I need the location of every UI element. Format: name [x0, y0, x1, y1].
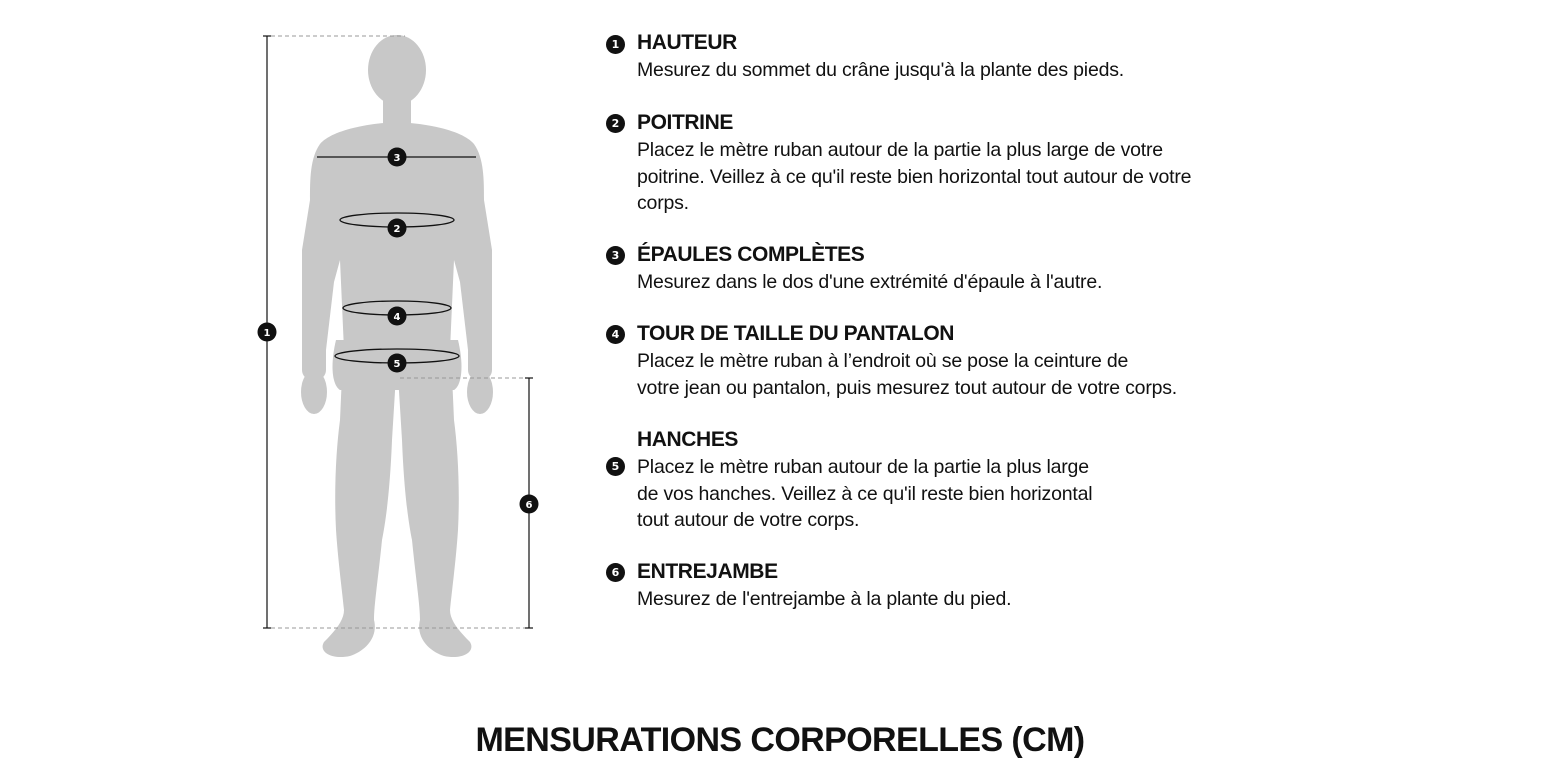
- measurement-description: Mesurez du sommet du crâne jusqu'à la plante des pieds.: [637, 59, 1125, 81]
- measurement-title: HANCHES: [637, 428, 739, 451]
- svg-text:3: 3: [393, 153, 401, 164]
- svg-text:4: 4: [393, 312, 401, 323]
- figure-marker-3: [388, 148, 407, 167]
- human-body-silhouette-icon: [301, 35, 493, 657]
- measurement-description: Placez le mètre ruban à l’endroit où se pose la ceinture de votre jean ou pantalon, puis mesurez tout autour de votre corps.: [637, 350, 1178, 399]
- figure-marker-1: [258, 323, 277, 342]
- svg-text:1: 1: [263, 328, 271, 339]
- figure-marker-4: [388, 307, 407, 326]
- measurement-title: TOUR DE TAILLE DU PANTALON: [637, 322, 955, 345]
- figure-marker-6: [520, 495, 539, 514]
- number-badge: 4: [606, 325, 625, 344]
- svg-text:6: 6: [525, 500, 533, 511]
- number-badge: 3: [606, 246, 625, 265]
- svg-text:2: 2: [393, 224, 401, 235]
- number-badge: 1: [606, 35, 625, 54]
- page-title: MENSURATIONS CORPORELLES (CM): [475, 721, 1085, 759]
- number-badge: 5: [606, 457, 625, 476]
- measurement-title: POITRINE: [637, 111, 733, 134]
- measurement-description: Placez le mètre ruban autour de la partie la plus large de votre poitrine. Veillez à ce qu'il reste bien horizontal tout autour de votre corps.: [637, 139, 1192, 214]
- measurement-title: ÉPAULES COMPLÈTES: [637, 243, 865, 266]
- number-badge: 6: [606, 563, 625, 582]
- svg-text:5: 5: [393, 359, 401, 370]
- figure-marker-5: [388, 354, 407, 373]
- number-badge: 2: [606, 114, 625, 133]
- body-measurement-figure: [240, 20, 560, 670]
- measurement-title: HAUTEUR: [637, 31, 737, 54]
- figure-marker-2: [388, 219, 407, 238]
- measurement-description: Mesurez de l'entrejambe à la plante du pied.: [637, 588, 1012, 610]
- measurement-description: Placez le mètre ruban autour de la partie la plus large de vos hanches. Veillez à ce qu'il reste bien horizontal tout autour de votre corps.: [637, 456, 1093, 531]
- measurement-description: Mesurez dans le dos d'une extrémité d'épaule à l'autre.: [637, 271, 1103, 293]
- measurement-title: ENTREJAMBE: [637, 560, 778, 583]
